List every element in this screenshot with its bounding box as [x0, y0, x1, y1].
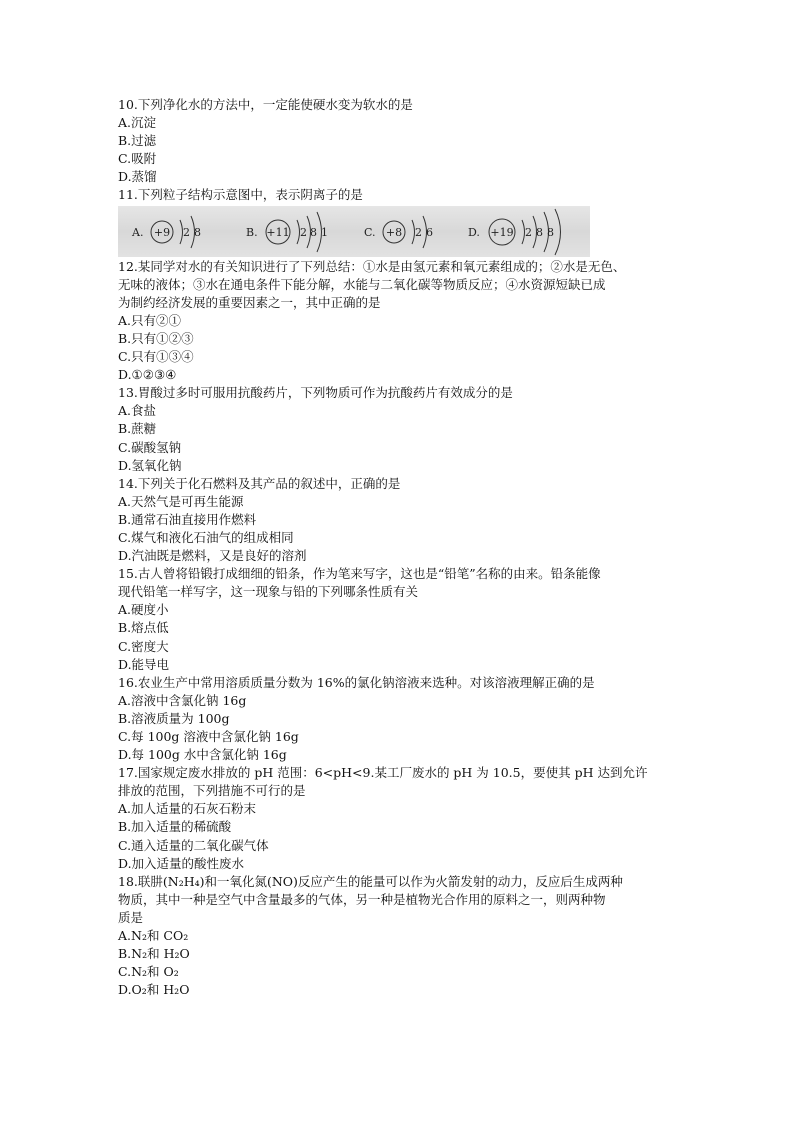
nucleus-charge: +11	[266, 225, 290, 239]
question-text: 物质，其中一种是空气中含量最多的气体，另一种是植物光合作用的原料之一，则两种物	[118, 891, 606, 907]
option-a: A.天然气是可再生能源	[118, 493, 244, 509]
option-d: D.O₂和 H₂O	[118, 982, 190, 998]
shell-electrons: 8	[536, 225, 543, 239]
question-11	[118, 186, 698, 256]
question-text: 17.国家规定废水排放的 pH 范围：6<pH<9.某工厂废水的 pH 为 10.5，要使其 pH 达到允许	[118, 765, 648, 781]
shell-electrons: 8	[194, 225, 201, 239]
question-text: 13.胃酸过多时可服用抗酸药片，下列物质可作为抗酸药片有效成分的是	[118, 385, 513, 401]
diagram-letter: C.	[364, 225, 376, 239]
shell-electrons: 2	[183, 225, 190, 239]
nucleus-charge: +8	[385, 225, 403, 239]
shell-electrons: 2	[415, 225, 422, 239]
option-d: D.加入适量的酸性废水	[118, 855, 245, 871]
question-17	[118, 764, 698, 873]
diagram-letter: A.	[132, 225, 144, 239]
question-text: 排放的范围，下列措施不可行的是	[118, 783, 306, 799]
shell-electrons: 8	[310, 225, 317, 239]
option-b: B.通常石油直接用作燃料	[118, 511, 257, 527]
option-a: A.溶液中含氯化钠 16g	[118, 692, 247, 708]
question-text: 为制约经济发展的重要因素之一，其中正确的是	[118, 294, 381, 310]
question-text: 现代铅笔一样写字，这一现象与铅的下列哪条性质有关	[118, 584, 419, 600]
option-b: B.溶液质量为 100g	[118, 710, 230, 726]
question-text: 14.下列关于化石燃料及其产品的叙述中，正确的是	[118, 475, 401, 491]
option-c: C.吸附	[118, 151, 157, 167]
option-c: C.煤气和液化石油气的组成相同	[118, 529, 294, 545]
option-b: B.熔点低	[118, 620, 169, 636]
option-b: B.N₂和 H₂O	[118, 946, 190, 962]
question-text: 11.下列粒子结构示意图中，表示阴离子的是	[118, 187, 363, 203]
option-b: B.过滤	[118, 133, 157, 149]
question-14	[118, 475, 698, 565]
nucleus-charge: +9	[153, 225, 171, 239]
option-c: C.N₂和 O₂	[118, 964, 179, 980]
question-15	[118, 565, 698, 674]
option-d: D.能导电	[118, 656, 170, 672]
question-text: 18.联肼(N₂H₄)和一氧化氮(NO)反应产生的能量可以作为火箭发射的动力，反应后生成两种	[118, 873, 623, 889]
shell-electrons: 1	[321, 225, 328, 239]
question-16	[118, 674, 698, 764]
option-a: A.加人适量的石灰石粉末	[118, 801, 257, 817]
exam-page	[118, 96, 698, 999]
option-c: C.碳酸氢钠	[118, 439, 182, 455]
option-d: D.蒸馏	[118, 169, 157, 185]
option-c: C.只有①③④	[118, 349, 194, 365]
question-10	[118, 96, 698, 186]
nucleus-charge: +19	[490, 225, 514, 239]
particle-diagram-c	[364, 206, 464, 257]
question-12	[118, 258, 698, 385]
shell-electrons: 2	[300, 225, 307, 239]
shell-electrons: 2	[525, 225, 532, 239]
option-b: B.蔗糖	[118, 421, 157, 437]
option-a: A.硬度小	[118, 602, 169, 618]
particle-diagram-strip	[118, 206, 590, 257]
question-text: 15.古人曾将铅锻打成细细的铅条，作为笔来写字，这也是“铅笔”名称的由来。铅条能像	[118, 566, 601, 582]
question-text: 质是	[118, 909, 144, 925]
question-13	[118, 384, 698, 474]
option-d: D.氢氧化钠	[118, 457, 182, 473]
shell-electrons: 6	[426, 225, 433, 239]
question-text: 无味的液体；③水在通电条件下能分解，水能与二氧化碳等物质反应；④水资源短缺已成	[118, 276, 606, 292]
particle-diagram-d	[468, 206, 586, 257]
question-text: 16.农业生产中常用溶质质量分数为 16%的氯化钠溶液来选种。对该溶液理解正确的是	[118, 674, 595, 690]
option-c: C.通入适量的二氧化碳气体	[118, 837, 269, 853]
particle-diagram-b	[246, 206, 356, 257]
question-text: 10.下列净化水的方法中，一定能使硬水变为软水的是	[118, 97, 413, 112]
option-b: B.加入适量的稀硫酸	[118, 819, 232, 835]
shell-electrons: 8	[547, 225, 554, 239]
option-d: D.每 100g 水中含氯化钠 16g	[118, 747, 287, 763]
option-c: C.每 100g 溶液中含氯化钠 16g	[118, 729, 299, 744]
option-d: D.汽油既是燃料，又是良好的溶剂	[118, 548, 307, 564]
option-a: A.沉淀	[118, 115, 157, 131]
option-b: B.只有①②③	[118, 330, 194, 346]
particle-diagram-a	[128, 206, 228, 257]
option-c: C.密度大	[118, 638, 169, 654]
option-d: D.①②③④	[118, 367, 177, 383]
diagram-letter: B.	[246, 225, 258, 239]
question-18	[118, 873, 698, 1000]
option-a: A.食盐	[118, 403, 157, 419]
option-a: A.只有②①	[118, 312, 182, 328]
diagram-letter: D.	[468, 225, 480, 239]
question-text: 12.某同学对水的有关知识进行了下列总结：①水是由氢元素和氧元素组成的；②水是无色、	[118, 258, 626, 274]
option-a: A.N₂和 CO₂	[118, 928, 189, 944]
